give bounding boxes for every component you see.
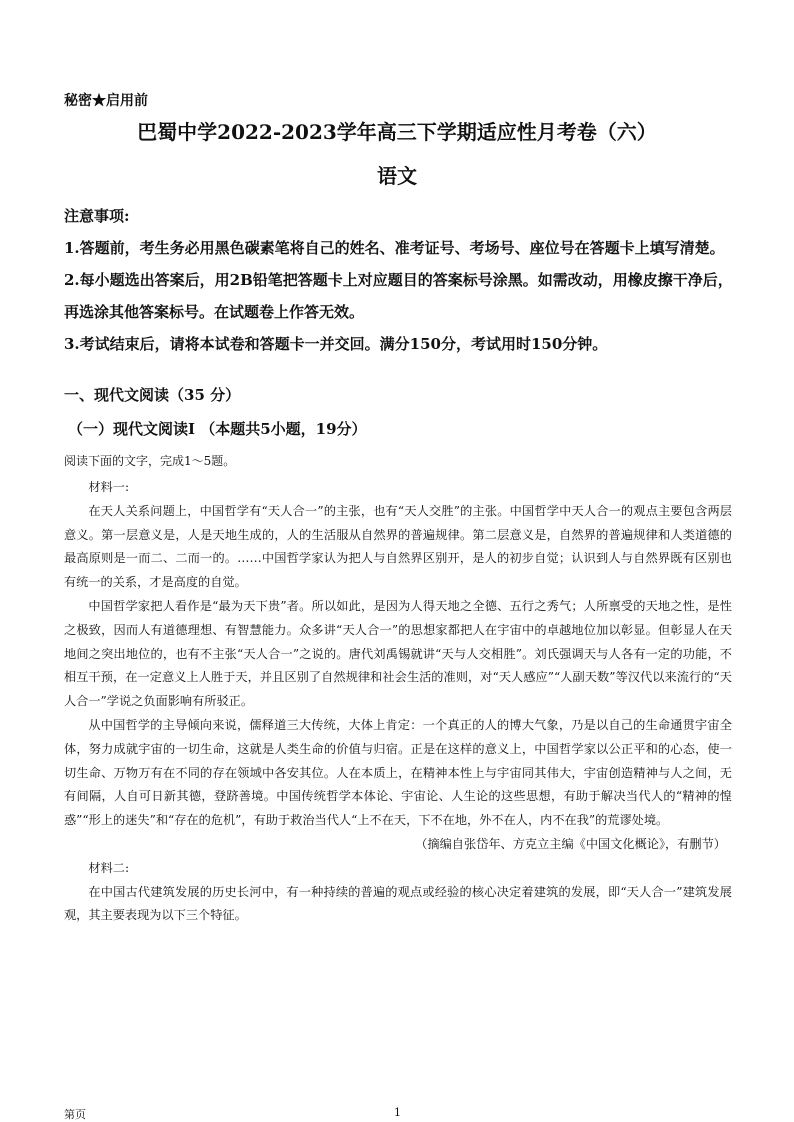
secret-mark: 秘密★启用前 — [64, 93, 148, 109]
section-heading: 一、现代文阅读（35 分） — [64, 386, 241, 404]
reading-passage — [64, 476, 732, 928]
reading-instruction: 阅读下面的文字，完成1～5题。 — [64, 454, 236, 468]
passage-paragraph: 中国哲学家把人看作是“最为天下贵”者。所以如此，是因为人得天地之全德、五行之秀气；人所禀受的天地之性，是性之极致，因而人有道德理想、有智慧能力。众多讲“天人合一”的思想家都把人在宇宙中的卓越地位加以彰显。但彰显人在天地间之突出地位的，也有不主张“天人合一”之说的。唐代刘禹锡就讲“天与人交相胜”。刘氏强调天与人各有一定的功能，不相互干预，在一定意义上人胜于天，并且区别了自然规律和社会生活的准则，对“天人感应”“人副天数”等汉代以来流行的“天人合一”学说之负面影响有所驳正。 — [64, 598, 732, 709]
subject-title: 语文 — [377, 164, 417, 188]
footer-page-number: 1 — [394, 1106, 401, 1119]
note-item: 1.答题前，考生务必用黑色碳素笔将自己的姓名、准考证号、考场号、座位号在答题卡上填写清楚。 — [64, 239, 725, 257]
notes-heading: 注意事项: — [64, 207, 130, 225]
note-item: 3.考试结束后，请将本试卷和答题卡一并交回。满分150分，考试用时150分钟。 — [64, 335, 608, 353]
subsection-heading: （一）现代文阅读Ⅰ （本题共5小题，19分） — [68, 420, 367, 438]
passage-paragraph: 在中国古代建筑发展的历史长河中，有一种持续的普遍的观点或经验的核心决定着建筑的发展，即“天人合一”建筑发展观，其主要表现为以下三个特征。 — [64, 884, 732, 923]
passage-paragraph: 在天人关系问题上，中国哲学有“天人合一”的主张，也有“天人交胜”的主张。中国哲学中天人合一的观点主要包含两层意义。第一层意义是，人是天地生成的，人的生活服从自然界的普遍规律。第二层意义是，自然界的普遍规律和人类道德的最高原则是一而二、二而一的。……中国哲学家认为把人与自然界区别开，是人的初步自觉；认识到人与自然界既有区别也有统一的关系，才是高度的自觉。 — [64, 503, 732, 590]
material-label: 材料二: — [88, 860, 130, 875]
footer-page-label: 第页 — [64, 1108, 86, 1121]
passage-source: （摘编自张岱年、方克立主编《中国文化概论》，有删节） — [415, 836, 726, 851]
passage-paragraph: 从中国哲学的主导倾向来说，儒释道三大传统，大体上肯定：一个真正的人的博大气象，乃是以自己的生命通贯宇宙全体，努力成就宇宙的一切生命，这就是人类生命的价值与归宿。正是在这样的意义上，中国哲学家以公正平和的心态，使一切生命、万物万有在不同的存在领域中各安其位。人在本质上，在精神本性上与宇宙同其伟大，宇宙创造精神与人之间，无有间隔，人自可日新其德，登跻善境。中国传统哲学本体论、宇宙论、人生论的这些思想，有助于解决当代人的“精神的惶惑”“形上的迷失”和“存在的危机”，有助于救治当代人“上不在天，下不在地，外不在人，内不在我”的荒谬处境。 — [64, 717, 732, 828]
material-label: 材料一: — [88, 480, 130, 494]
note-item: 2.每小题选出答案后，用2B铅笔把答题卡上对应题目的答案标号涂黑。如需改动，用橡皮擦干净后，再选涂其他答案标号。在试题卷上作答无效。 — [64, 271, 733, 321]
exam-title: 巴蜀中学2022-2023学年高三下学期适应性月考卷（六） — [137, 120, 657, 144]
notes-section — [64, 200, 734, 360]
